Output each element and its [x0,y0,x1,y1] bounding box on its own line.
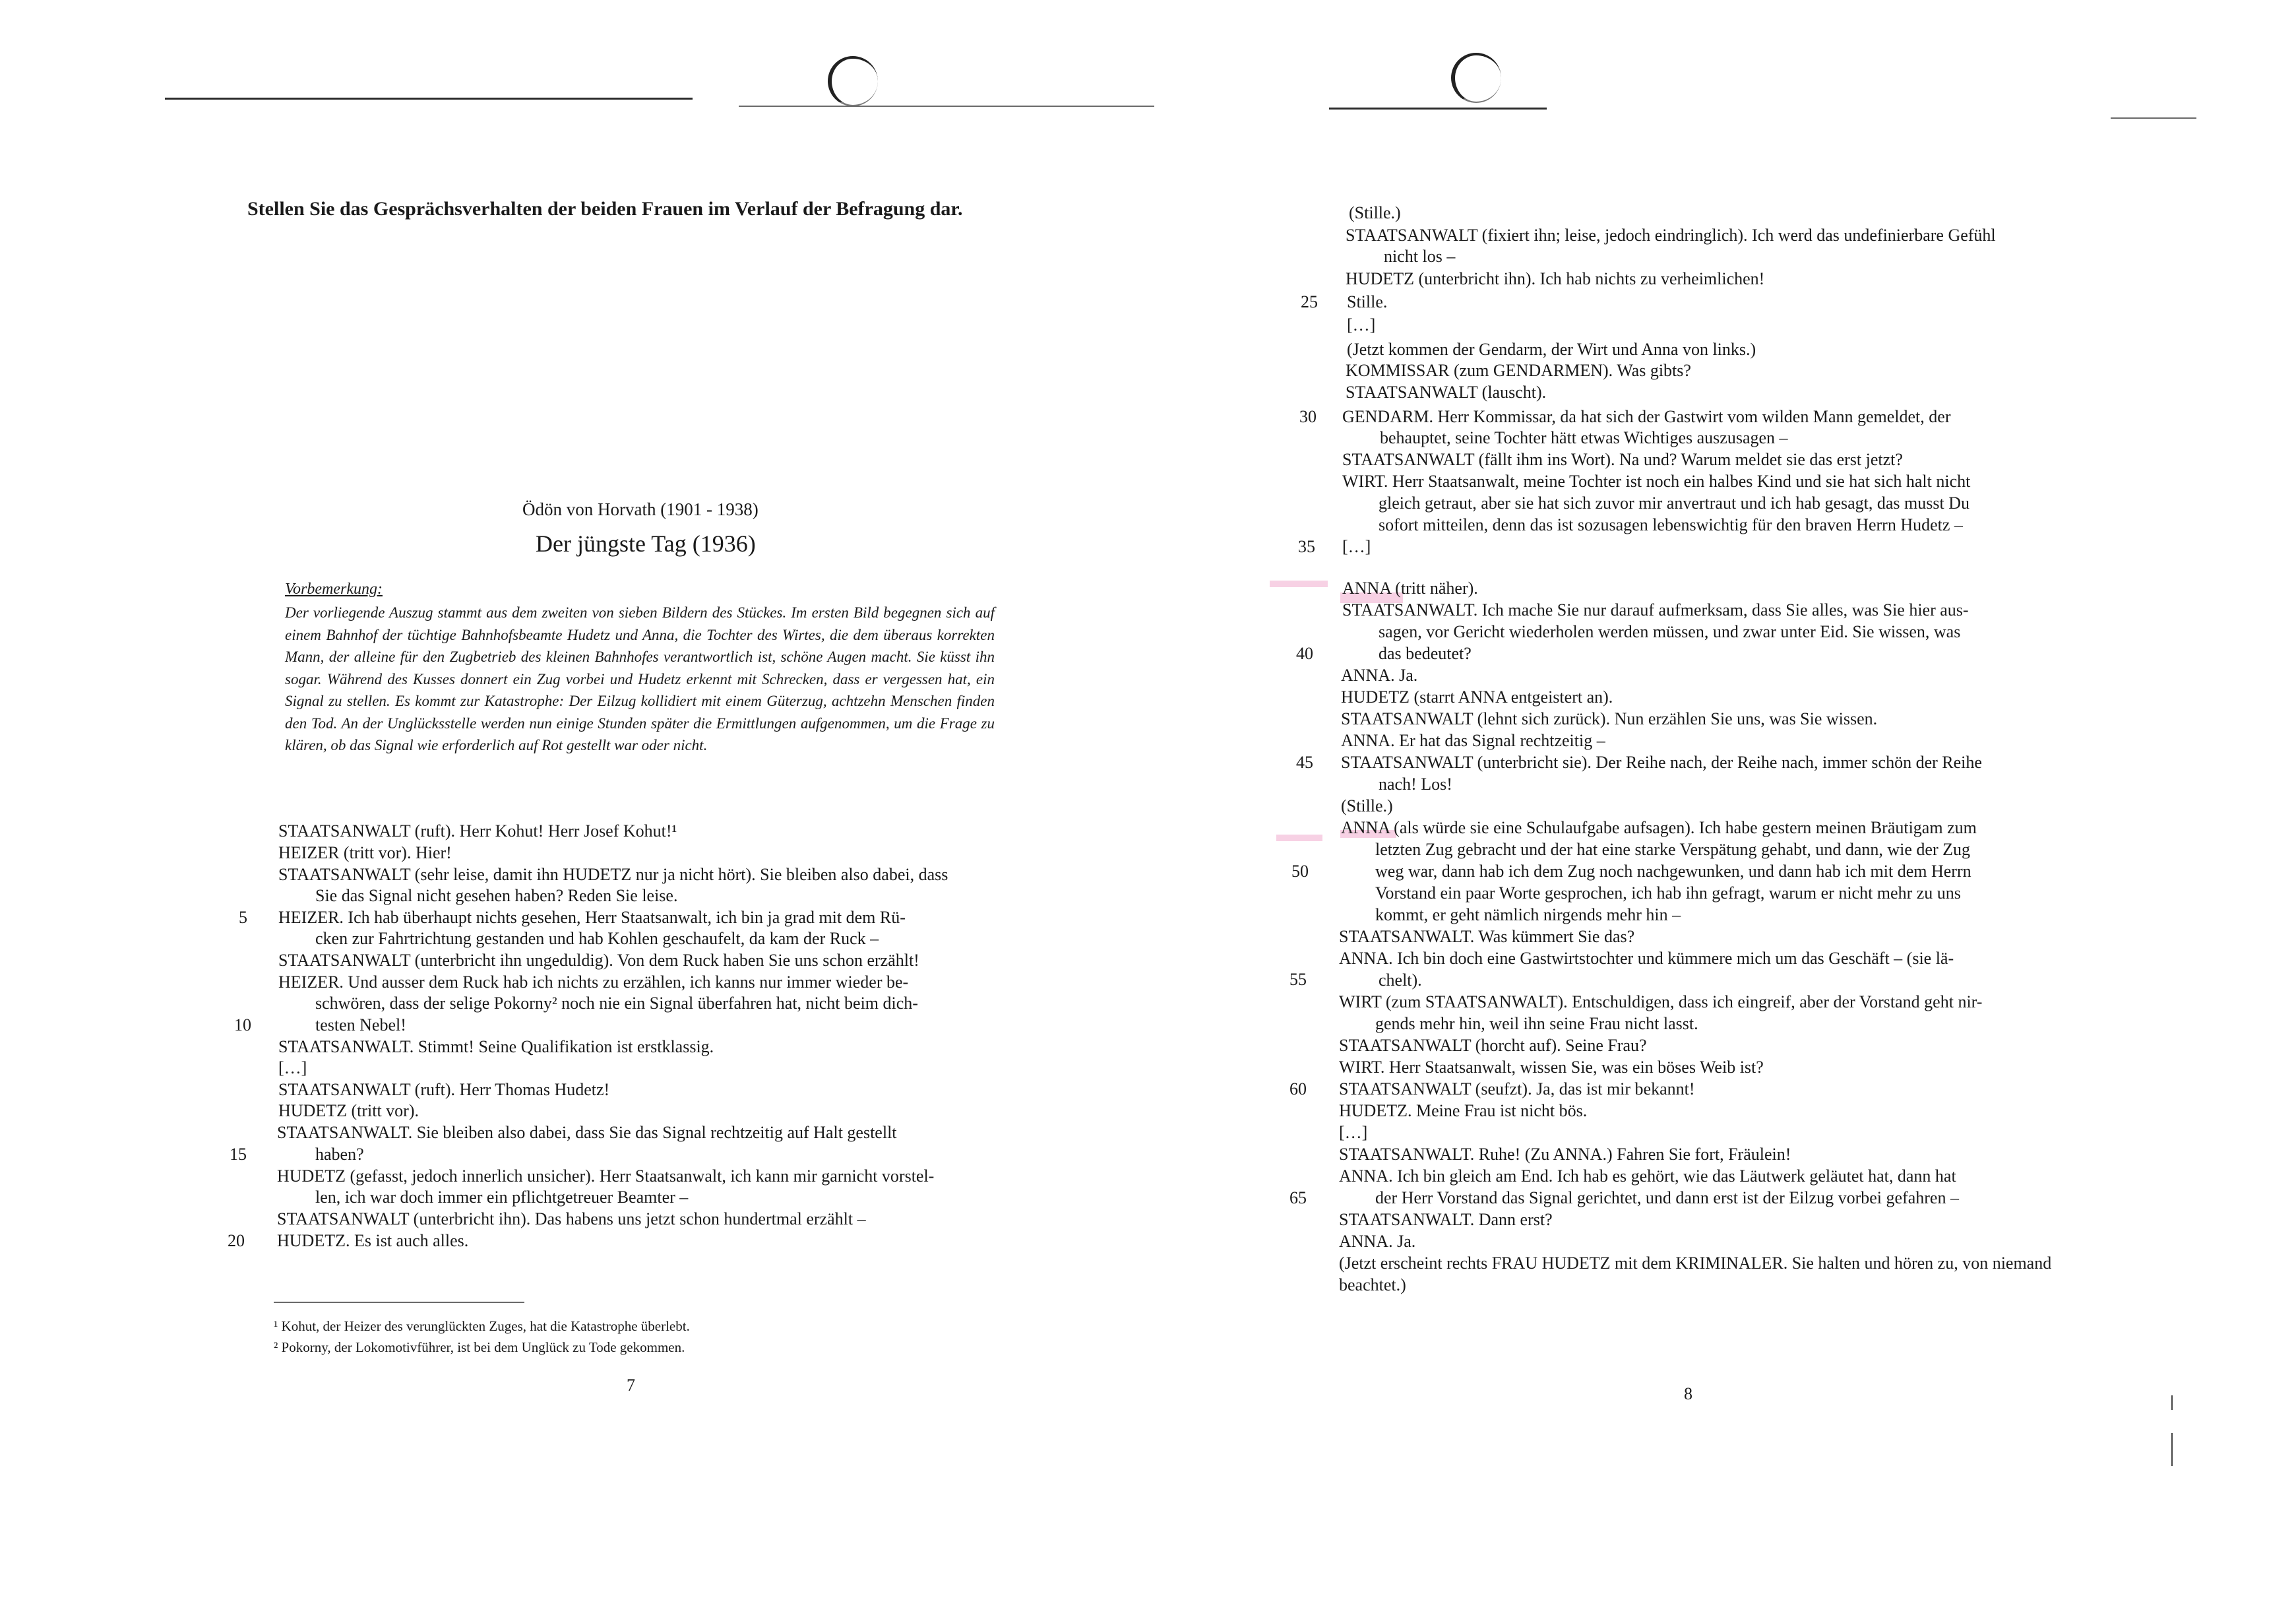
dialogue-line: (Jetzt kommen der Gendarm, der Wirt und Anna von links.) [1347,340,1756,359]
line-number: 10 [234,1015,251,1034]
task-heading: Stellen Sie das Gesprächsverhalten der beiden Frauen im Verlauf der Befragung dar. [247,198,963,220]
dialogue-line: ANNA. Ja. [1341,666,1418,685]
dialogue-line: STAATSANWALT. Ruhe! (Zu ANNA.) Fahren Sie fort, Fräulein! [1339,1145,1791,1164]
hole-punch-left [828,56,878,106]
dialogue-line: das bedeutet? [1379,644,1472,663]
dialogue-line: nach! Los! [1379,775,1452,794]
dialogue-line: HUDETZ (unterbricht ihn). Ich hab nichts zu verheimlichen! [1346,269,1765,288]
dialogue-line: sagen, vor Gericht wiederholen werden müssen, und zwar unter Eid. Sie wissen, was [1379,622,1961,641]
dialogue-line: behauptet, seine Tochter hätt etwas Wichtiges auszusagen – [1380,428,1788,447]
author: Ödön von Horvath (1901 - 1938) [522,499,759,519]
dialogue-line: weg war, dann hab ich dem Zug noch nachgewunken, und dann hab ich mit dem Herrn [1375,862,1971,881]
dialogue-line: STAATSANWALT (unterbricht sie). Der Reihe nach, der Reihe nach, immer schön der Reihe [1341,753,1982,772]
dialogue-line: HUDETZ. Meine Frau ist nicht bös. [1339,1101,1588,1120]
dialogue-line: […] [1339,1123,1368,1142]
line-number: 30 [1299,407,1317,426]
dialogue-line: sofort mitteilen, denn das ist sozusagen lebenswichtig für den braven Herrn Hudetz – [1379,515,1963,534]
dialogue-line: kommt, er geht nämlich nirgends mehr hin – [1375,905,1681,924]
line-number: 20 [228,1231,245,1250]
dialogue-line: STAATSANWALT. Stimmt! Seine Qualifikation ist erstklassig. [278,1037,714,1056]
footnote-1: ¹ Kohut, der Heizer des verunglückten Zuges, hat die Katastrophe überlebt. [274,1318,690,1334]
line-number: 35 [1298,537,1315,556]
top-rule-left [165,98,693,100]
dialogue-line: STAATSANWALT (fixiert ihn; leise, jedoch eindringlich). Ich werd das undefinierbare Gefühl [1346,226,1996,245]
line-number: 55 [1289,970,1307,989]
play-title: Der jüngste Tag (1936) [536,530,756,557]
dialogue-line: STAATSANWALT (sehr leise, damit ihn HUDETZ nur ja nicht hört). Sie bleiben also dabei, dass [278,865,948,884]
dialogue-line: STAATSANWALT (lehnt sich zurück). Nun erzählen Sie uns, was Sie wissen. [1341,709,1878,728]
line-number: 25 [1301,292,1318,311]
dialogue-line: HUDETZ (starrt ANNA entgeistert an). [1341,687,1613,707]
dialogue-line: ANNA (als würde sie eine Schulaufgabe aufsagen). Ich habe gestern meinen Bräutigam zum [1341,818,1977,837]
top-rule-right [1329,108,1547,110]
dialogue-line: schwören, dass der selige Pokorny² noch nie ein Signal überfahren hat, nicht beim dich- [315,994,918,1013]
dialogue-line: testen Nebel! [315,1015,406,1034]
line-number: 45 [1296,753,1313,772]
footnote-rule [274,1302,524,1303]
vorbemerkung-heading: Vorbemerkung: [285,581,383,598]
dialogue-line: (Stille.) [1341,796,1393,815]
hole-punch-right [1451,53,1501,103]
dialogue-line: HUDETZ. Es ist auch alles. [277,1231,469,1250]
dialogue-line: STAATSANWALT. Dann erst? [1339,1210,1553,1229]
dialogue-line: HEIZER. Ich hab überhaupt nichts gesehen, Herr Staatsanwalt, ich bin ja grad mit dem Rü- [278,908,906,927]
dialogue-line: STAATSANWALT (unterbricht ihn ungeduldig). Von dem Ruck haben Sie uns schon erzählt! [278,951,919,970]
top-rule-right-2 [2111,117,2196,119]
dialogue-line: STAATSANWALT (fällt ihm ins Wort). Na und? Warum meldet sie das erst jetzt? [1342,450,1903,469]
scan-mark-1 [2171,1395,2173,1410]
dialogue-line: ANNA (tritt näher). [1342,579,1478,598]
dialogue-line: STAATSANWALT (horcht auf). Seine Frau? [1339,1036,1647,1055]
footnote-2: ² Pokorny, der Lokomotivführer, ist bei dem Unglück zu Tode gekommen. [274,1339,685,1355]
dialogue-line: Vorstand ein paar Worte gesprochen, ich hab ihn gefragt, warum er nicht mehr zu uns [1375,883,1961,903]
dialogue-line: HEIZER (tritt vor). Hier! [278,843,452,862]
dialogue-line: Stille. [1347,292,1388,311]
dialogue-line: STAATSANWALT. Ich mache Sie nur darauf aufmerksam, dass Sie alles, was Sie hier aus- [1342,600,1969,620]
dialogue-line: WIRT (zum STAATSANWALT). Entschuldigen, dass ich eingreif, aber der Vorstand geht nir- [1339,992,1983,1011]
line-number: 60 [1289,1079,1307,1098]
dialogue-line: haben? [315,1145,364,1164]
highlight-mark-1 [1270,581,1328,587]
vorbemerkung-text: Der vorliegende Auszug stammt aus dem zweiten von sieben Bildern des Stückes. Im ersten Bild begegnen sich auf einem Bahnhof der tüchtige Bahnhofsbeamte Hudetz und Anna, die Tochter des Wirtes, die dem überaus korrekten Mann, der alleine für den Zugbetrieb des kleinen Bahnhofes verantwortlich ist, schöne Augen macht. Sie küsst ihn sogar. Während des Kusses donnert ein Zug vorbei und Hudetz erkennt mit Schrecken, dass er vergessen hat, ein Signal zu stellen. Es kommt zur Katastrophe: Der Eilzug kollidiert mit einem Güterzug, achtzehn Menschen finden den Tod. An der Unglücksstelle werden nun einige Stunden später die Ermittlungen aufgenommen, um die Frage zu klären, ob das Signal wie erforderlich auf Rot gestellt war oder nicht. [285,604,995,753]
dialogue-line: STAATSANWALT (ruft). Herr Thomas Hudetz! [278,1080,610,1099]
dialogue-line: STAATSANWALT (lauscht). [1346,383,1547,402]
dialogue-line: WIRT. Herr Staatsanwalt, meine Tochter ist noch ein halbes Kind und sie hat sich halt nicht [1342,472,1971,491]
dialogue-line: STAATSANWALT (unterbricht ihn). Das habens uns jetzt schon hundertmal erzählt – [277,1209,866,1228]
dialogue-line: […] [1342,537,1371,556]
dialogue-line: (Stille.) [1349,203,1401,222]
dialogue-line: […] [278,1058,307,1077]
dialogue-line: KOMMISSAR (zum GENDARMEN). Was gibts? [1346,361,1691,380]
dialogue-line: gends mehr hin, weil ihn seine Frau nicht lasst. [1375,1014,1698,1033]
dialogue-line: ANNA. Er hat das Signal rechtzeitig – [1341,731,1605,750]
dialogue-line: len, ich war doch immer ein pflichtgetreuer Beamter – [315,1188,689,1207]
dialogue-line: (Jetzt erscheint rechts FRAU HUDETZ mit dem KRIMINALER. Sie halten und hören zu, von niemand [1339,1254,2052,1273]
dialogue-line: ANNA. Ich bin doch eine Gastwirtstochter und kümmere mich um das Geschäft – (sie lä- [1339,949,1954,968]
top-rule-left-2 [739,106,1154,107]
dialogue-line: gleich getraut, aber sie hat sich zuvor mir anvertraut und ich hab gesagt, das musst Du [1379,493,1970,513]
dialogue-line: beachtet.) [1339,1275,1406,1294]
dialogue-line: Sie das Signal nicht gesehen haben? Reden Sie leise. [315,886,678,905]
dialogue-line: chelt). [1379,970,1422,990]
page-number-left: 7 [627,1376,635,1395]
dialogue-line: GENDARM. Herr Kommissar, da hat sich der Gastwirt vom wilden Mann gemeldet, der [1342,407,1951,426]
dialogue-line: STAATSANWALT (ruft). Herr Kohut! Herr Josef Kohut!¹ [278,821,677,841]
page-number-right: 8 [1684,1384,1692,1403]
dialogue-line: cken zur Fahrtrichtung gestanden und hab Kohlen geschaufelt, da kam der Ruck – [315,929,879,948]
dialogue-line: nicht los – [1384,247,1456,266]
highlight-mark-2 [1276,835,1322,841]
dialogue-line: HEIZER. Und ausser dem Ruck hab ich nichts zu erzählen, ich kanns nur immer wieder be- [278,972,909,992]
line-number: 50 [1291,862,1309,881]
dialogue-line: der Herr Vorstand das Signal gerichtet, und dann erst ist der Eilzug vorbei gefahren – [1375,1188,1959,1207]
dialogue-line: ANNA. Ich bin gleich am End. Ich hab es gehört, wie das Läutwerk geläutet hat, dann hat [1339,1166,1956,1186]
dialogue-line: STAATSANWALT. Was kümmert Sie das? [1339,927,1635,946]
dialogue-line: STAATSANWALT (seufzt). Ja, das ist mir bekannt! [1339,1079,1695,1098]
dialogue-line: STAATSANWALT. Sie bleiben also dabei, dass Sie das Signal rechtzeitig auf Halt gestellt [277,1123,897,1142]
line-number: 15 [230,1145,247,1164]
dialogue-line: ANNA. Ja. [1339,1232,1416,1251]
dialogue-line: WIRT. Herr Staatsanwalt, wissen Sie, was ein böses Weib ist? [1339,1058,1764,1077]
dialogue-line: HUDETZ (gefasst, jedoch innerlich unsicher). Herr Staatsanwalt, ich kann mir garnicht vorstel- [277,1166,935,1186]
line-number: 65 [1289,1188,1307,1207]
dialogue-line: letzten Zug gebracht und der hat eine starke Verspätung gehabt, und dann, wie der Zug [1375,840,1970,859]
line-number: 40 [1296,644,1313,663]
line-number: 5 [239,908,247,927]
scan-mark-2 [2171,1433,2173,1466]
dialogue-line: HUDETZ (tritt vor). [278,1101,419,1120]
dialogue-line: […] [1347,315,1376,334]
